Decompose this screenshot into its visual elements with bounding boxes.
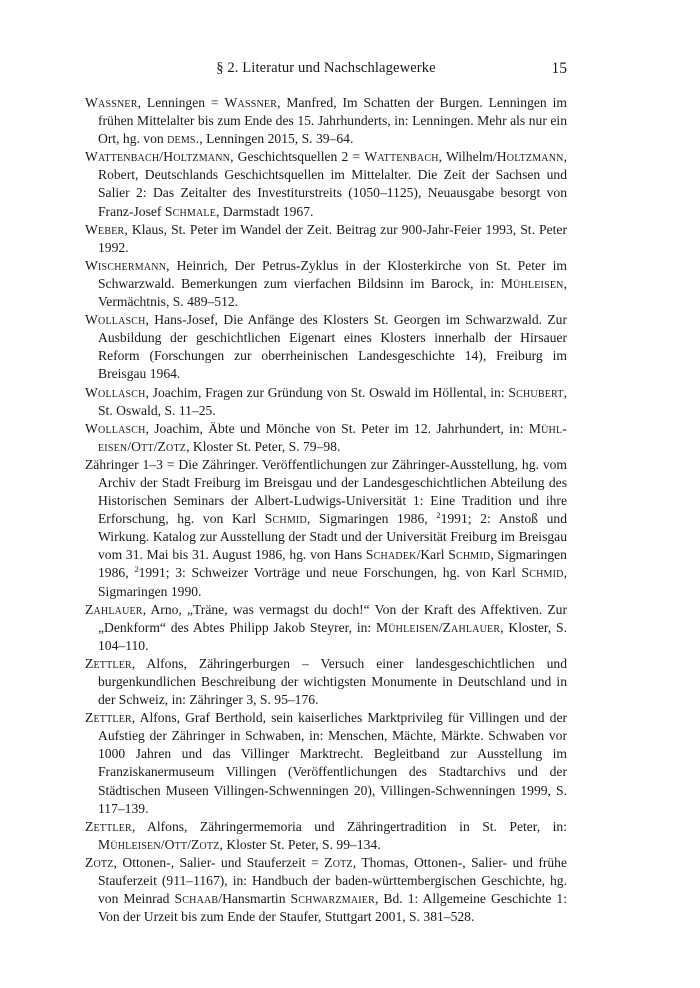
author-name: Ott xyxy=(164,836,188,852)
entry-text: , Heinrich, Der Petrus-Zyklus in der Klosterkirche von St. Peter im Schwarzwald. Bemerkungen zum vierfachen Bildsinn im Barock, in: xyxy=(98,257,567,291)
bibliography-entry xyxy=(85,601,567,655)
running-head xyxy=(85,60,567,82)
edition-superscript: 2 xyxy=(134,564,139,575)
bibliography-entry xyxy=(85,148,567,220)
author-name: Wollasch xyxy=(85,420,146,436)
entry-text: , Thomas, Ottonen-, Salier- und frühe Stauferzeit (911–1167), in: Handbuch der baden-württembergischen Geschichte, hg. von Meinrad xyxy=(98,854,568,907)
entry-text: , Sigmaringen 1986, xyxy=(306,511,437,527)
entry-text: Zähringer 1–3 = Die Zähringer. Veröffentlichungen zur Zähringer-Ausstellung, hg. vom Archiv der Stadt Freiburg im Breisgau und der Landesgeschichtlichen Abteilung des Historischen Seminars der Albert-Ludwigs-Universität 1: Eine Tradition und ihre Erforschung, hg. von Karl xyxy=(85,456,567,527)
entry-text: , Wilhelm/ xyxy=(438,149,497,165)
bibliography-entry xyxy=(85,818,567,854)
author-name: Schaab xyxy=(174,891,219,907)
author-name: Weber xyxy=(85,221,125,237)
author-name: Ott xyxy=(131,438,154,454)
author-name: Mühleisen xyxy=(375,619,439,635)
bibliography-entry xyxy=(85,709,567,818)
author-name: Schwarzmaier xyxy=(290,891,375,907)
entry-text: /Karl xyxy=(416,547,449,563)
bibliography-entry xyxy=(85,311,567,383)
author-name: Wischermann xyxy=(85,257,167,273)
entry-text: / xyxy=(187,836,191,852)
entry-text: , Robert, Deutschlands Geschichtsquellen im Mittelalter. Die Zeit der Sachsen und Salier 2: Das Zeitalter des Investiturstreits (1050–1125), Neuausgabe besorgt von Franz-Josef xyxy=(98,149,567,219)
bibliography-entry xyxy=(85,456,567,601)
page-number: 15 xyxy=(551,60,567,77)
author-name: Zahlauer xyxy=(85,601,143,617)
bibliography-entry xyxy=(85,420,567,456)
entry-text: , Vermächtnis, S. 489–512. xyxy=(98,275,567,310)
entry-text: , Sigmaringen 1990. xyxy=(98,565,568,599)
entry-text: 1991; 3: Schweizer Vorträge und neue Forschungen, hg. von Karl xyxy=(138,565,522,581)
author-name: Zotz xyxy=(85,854,114,870)
entry-text: , Klaus, St. Peter im Wandel der Zeit. Beitrag zur 900-Jahr-Feier 1993, St. Peter 1992. xyxy=(98,221,567,255)
author-name: Schubert xyxy=(508,384,564,400)
bibliography-entry xyxy=(85,384,567,420)
author-name: Wassner xyxy=(85,95,138,110)
author-name: Schmid xyxy=(521,565,564,581)
section-title: § 2. Literatur und Nachschlagewerke xyxy=(216,60,436,76)
author-name: Wollasch xyxy=(85,312,146,328)
author-name: Zahlauer xyxy=(442,619,501,635)
entry-text: / xyxy=(153,438,158,454)
entry-text: , Hans-Josef, Die Anfänge des Klosters St. Georgen im Schwarzwald. Zur Ausbildung der geschichtlichen Eigenart eines Klosters innerhalb der Hirsauer Reform (Forschungen zur oberrheinischen Landesgeschichte 14), Freiburg im Breisgau 1964. xyxy=(98,312,567,382)
edition-superscript: 2 xyxy=(436,510,441,521)
author-name: Schmale xyxy=(164,203,217,219)
entry-text: , Ottonen-, Salier- und Stauferzeit = xyxy=(113,854,325,870)
bibliography-entry xyxy=(85,221,567,257)
author-name: Zotz xyxy=(157,438,187,454)
entry-text: , Manfred, Im Schatten der Burgen. Lenningen im frühen Mittelalter bis zum Ende des 15. Jahrhunderts, in: Lenningen. Mehr als nur ein Ort, hg. von xyxy=(98,95,567,147)
author-name: Wattenbach xyxy=(364,149,439,165)
entry-text: / xyxy=(160,836,165,852)
entry-text: , Joachim, Fragen zur Gründung von St. Oswald im Höllental, in: xyxy=(145,384,509,400)
entry-text: /Hansmartin xyxy=(218,891,291,907)
author-name: Mühl-eisen xyxy=(98,420,567,454)
entry-text: , Kloster St. Peter, S. 99–134. xyxy=(219,836,381,852)
author-name: dems. xyxy=(167,131,200,147)
entry-text: , Lenningen 2015, S. 39–64. xyxy=(199,131,354,147)
bibliography-list xyxy=(85,94,567,926)
author-name: Schadek xyxy=(365,547,417,563)
entry-text: / xyxy=(127,438,132,454)
author-name: Zettler xyxy=(85,710,132,726)
bibliography-entry xyxy=(85,854,567,926)
bibliography-entry xyxy=(85,655,567,709)
entry-text: 1991; 2: Anstoß und Wirkung. Katalog zur Ausstellung der Stadt und der Universität Freiburg im Breisgau vom 31. Mai bis 31. August 1986, hg. von Hans xyxy=(98,511,567,563)
entry-text: , Kloster, S. 104–110. xyxy=(98,619,567,653)
author-name: Wattenbach/Holtzmann xyxy=(85,149,231,165)
entry-text: , Arno, „Träne, was vermagst du doch!“ Von der Kraft des Affektiven. Zur „Denkform“ des Abtes Philipp Jakob Steyrer, in: xyxy=(98,601,567,635)
entry-text: , Kloster St. Peter, S. 79–98. xyxy=(186,438,341,454)
author-name: Wollasch xyxy=(85,384,146,400)
entry-text: , Joachim, Äbte und Mönche von St. Peter im 12. Jahrhundert, in: xyxy=(145,420,529,436)
entry-text: , Sigmaringen 1986, xyxy=(98,547,567,581)
entry-text: , St. Oswald, S. 11–25. xyxy=(98,384,567,418)
author-name: Schmid xyxy=(264,511,307,527)
entry-text: / xyxy=(438,619,443,635)
bibliography-entry xyxy=(85,257,567,311)
entry-text: , Alfons, Graf Berthold, sein kaiserliches Marktprivileg für Villingen und der Aufstieg der Zähringer in Schwaben, in: Menschen, Mächte, Märkte. Schwaben vor 1000 Jahren und das Villinger Marktrecht. Begleitband zur Ausstellung im Franziskanermuseum Villingen (Veröffentlichungen des Stadtarchivs und der Städtischen Museen Villingen-Schwenningen 20), Villingen-Schwenningen 1999, S. 117–139. xyxy=(98,710,567,816)
author-name: Wassner xyxy=(224,95,278,110)
author-name: Zettler xyxy=(85,655,132,671)
entry-text: , Darmstadt 1967. xyxy=(216,203,314,219)
entry-text: , Bd. 1: Allgemeine Geschichte 1: Von der Urzeit bis zum Ende der Staufer, Stuttgart 2001, S. 381–528. xyxy=(98,891,568,925)
author-name: Zotz xyxy=(190,836,220,852)
author-name: Zotz xyxy=(324,854,353,870)
author-name: Holtzmann xyxy=(496,149,564,165)
author-name: Schmid xyxy=(448,547,491,563)
entry-text: , Geschichtsquellen 2 = xyxy=(230,149,365,165)
author-name: Mühleisen xyxy=(500,275,564,291)
entry-text: , Alfons, Zähringermemoria und Zähringertradition in St. Peter, in: xyxy=(131,818,567,834)
author-name: Mühleisen xyxy=(98,836,161,852)
entry-text: , Alfons, Zähringerburgen – Versuch einer landesgeschichtlichen und burgenkundlichen Beschreibung der wichtigsten Monumente in Deutschland und in der Schweiz, in: Zähringer 3, S. 95–176. xyxy=(98,655,567,708)
author-name: Zettler xyxy=(85,818,132,834)
entry-text: , Lenningen = xyxy=(137,95,225,110)
bibliography-entry xyxy=(85,94,567,148)
